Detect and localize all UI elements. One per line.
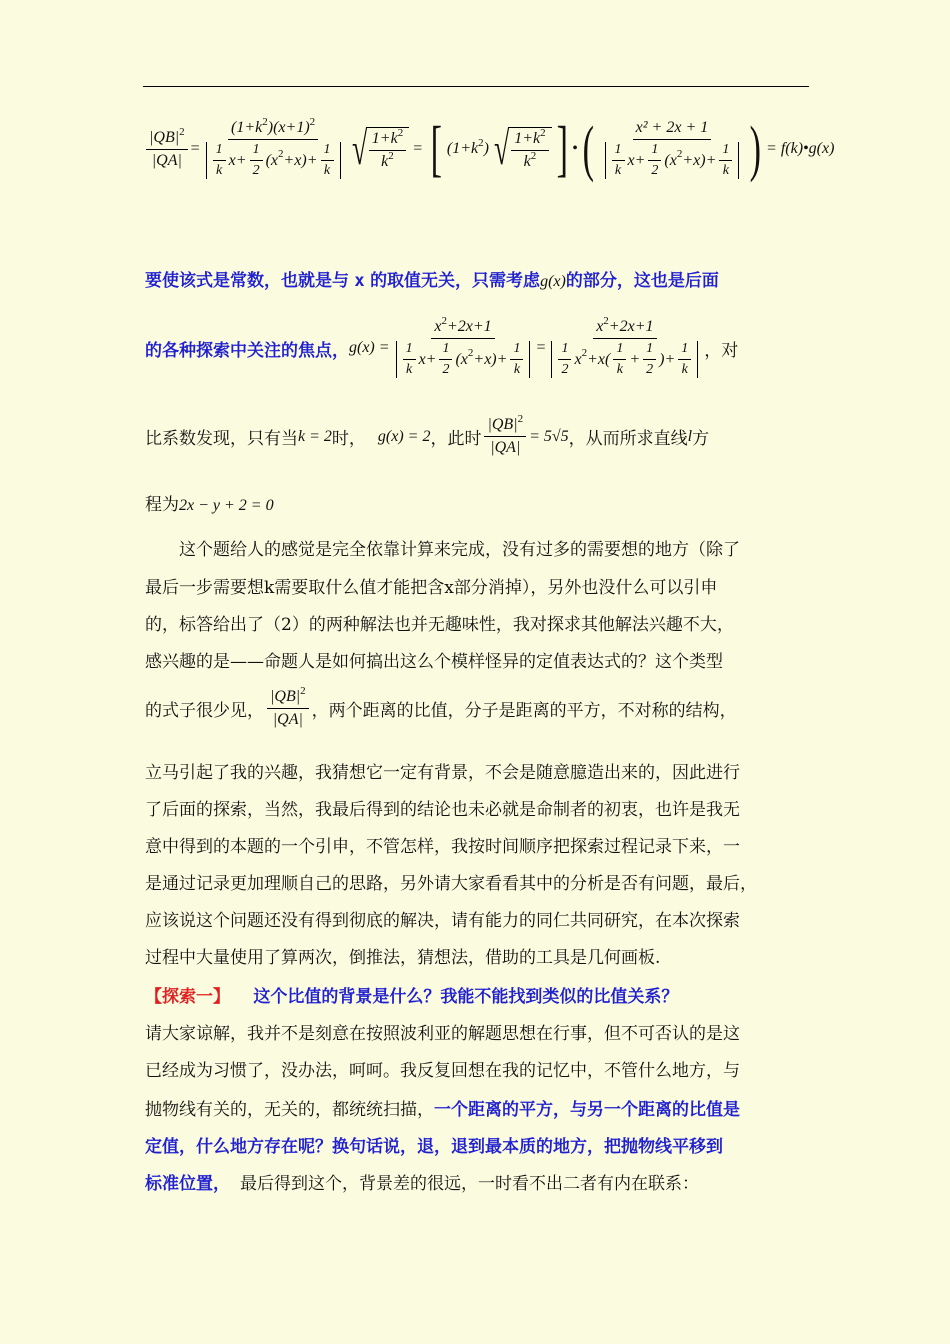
explore-heading — [145, 982, 678, 1007]
dot-operator: • — [572, 140, 578, 157]
para-line-8: 标准位置， 最后得到这个，背景差的很远，一时看不出二者有内在联系： — [145, 1174, 699, 1194]
body-line: 是通过记录更加理顺自己的思路，另外请大家看看其中的分析是否有问题，最后， — [145, 874, 757, 894]
para-line-6: 抛物线有关的，无关的，都统统扫描，一个距离的平方，与另一个距离的比值是 — [145, 1100, 740, 1120]
explore-title: 这个比值的背景是什么？我能不能找到类似的比值关系？ — [253, 987, 679, 1007]
body-line: 请大家谅解，我并不是刻意在按照波利亚的解题思想在行事，但不可否认的是这 — [145, 1024, 740, 1044]
para-line-7: 定值，什么地方存在呢？换句话说，退，退到最本质的地方，把抛物线平移到 — [145, 1137, 723, 1157]
para-line-3: 比系数发现，只有当 k = 2 时， g(x) = 2 ，此时 $\frac{|QB|^2}{|QA|}$ = 5√5 ，从而所求直线 l 方 — [145, 413, 710, 456]
para-line-4: 程为2x − y + 2 = 0 — [145, 495, 274, 515]
body-line: 感兴趣的是——命题人是如何搞出这么个模样怪异的定值表达式的？这个类型 — [145, 652, 723, 672]
para-line-2: 的各种探索中关注的焦点， g(x) = $x^2+2x+1$ $\frac{1}{k}$ x+ $\frac{1}{2}$ (x 2 +x)+ $\frac{1}{k}$ = $x^2+2x+1$ $\frac{1}{2}$ x 2 +x( $\frac{1}{k}$ + $\frac{1}{2}$ )+ $\frac{1}{k}$ ，对 — [145, 315, 739, 377]
body-line: 应该说这个问题还没有得到彻底的解决，请有能力的同仁共同研究，在本次探索 — [145, 911, 740, 931]
body-line: 意中得到的本题的一个引申，不管怎样，我按时间顺序把探索过程记录下来，一 — [145, 837, 740, 857]
para-line-5: 的式子很少见， $\frac{|QB|^2}{|QA|}$ ，两个距离的比值，分子是距离的平方，不对称的结构， — [145, 685, 737, 728]
body-line: 最后一步需要想k需要取什么值才能把含x部分消掉），另外也没什么可以引申 — [145, 578, 718, 598]
body-line: 的，标答给出了（2）的两种解法也并无趣味性，我对探求其他解法兴趣不大， — [145, 615, 734, 635]
header-rule — [143, 86, 809, 87]
body-line: 过程中大量使用了算两次，倒推法，猜想法，借助的工具是几何画板. — [145, 948, 661, 968]
eq1-rhs: = f(k)•g(x) — [766, 140, 835, 157]
body-line: 了后面的探索，当然，我最后得到的结论也未必就是命制者的初衷，也许是我无 — [145, 800, 740, 820]
para-line-1: 要使该式是常数，也就是与 x 的取值无关，只需考虑g(x)的部分，这也是后面 — [145, 271, 719, 291]
body-line: 立马引起了我的兴趣，我猜想它一定有背景，不会是随意臆造出来的，因此进行 — [145, 763, 740, 783]
explore-tag: 【探索一】 — [145, 987, 230, 1007]
equation-ratio: $\frac{|QB|^2}{|QA|}$ = $(1+k^2)(x+1)^2$ $\frac{1}{k}$ x+ $\frac{1}{2}$ (x 2 +x)+ $\frac{1}{k}$ √ $\frac{1+k^2}{k^2}$ = [ $(1+k^2)$ √ $\frac{1+k^2}{k^2}$ ] • ( x² + 2x + 1 $\frac{1}{k}$ x+ $\frac{1}{2}$ (x 2 +x)+ $\frac{1}{k}$ ) = f(k)•g(x) — [143, 118, 883, 180]
body-line: 这个题给人的感觉是完全依靠计算来完成，没有过多的需要想的地方（除了 — [145, 540, 740, 560]
eq1-numerator: x² + 2x + 1 — [633, 119, 712, 140]
body-line: 已经成为习惯了，没办法，呵呵。我反复回想在我的记忆中，不管什么地方，与 — [145, 1061, 740, 1081]
